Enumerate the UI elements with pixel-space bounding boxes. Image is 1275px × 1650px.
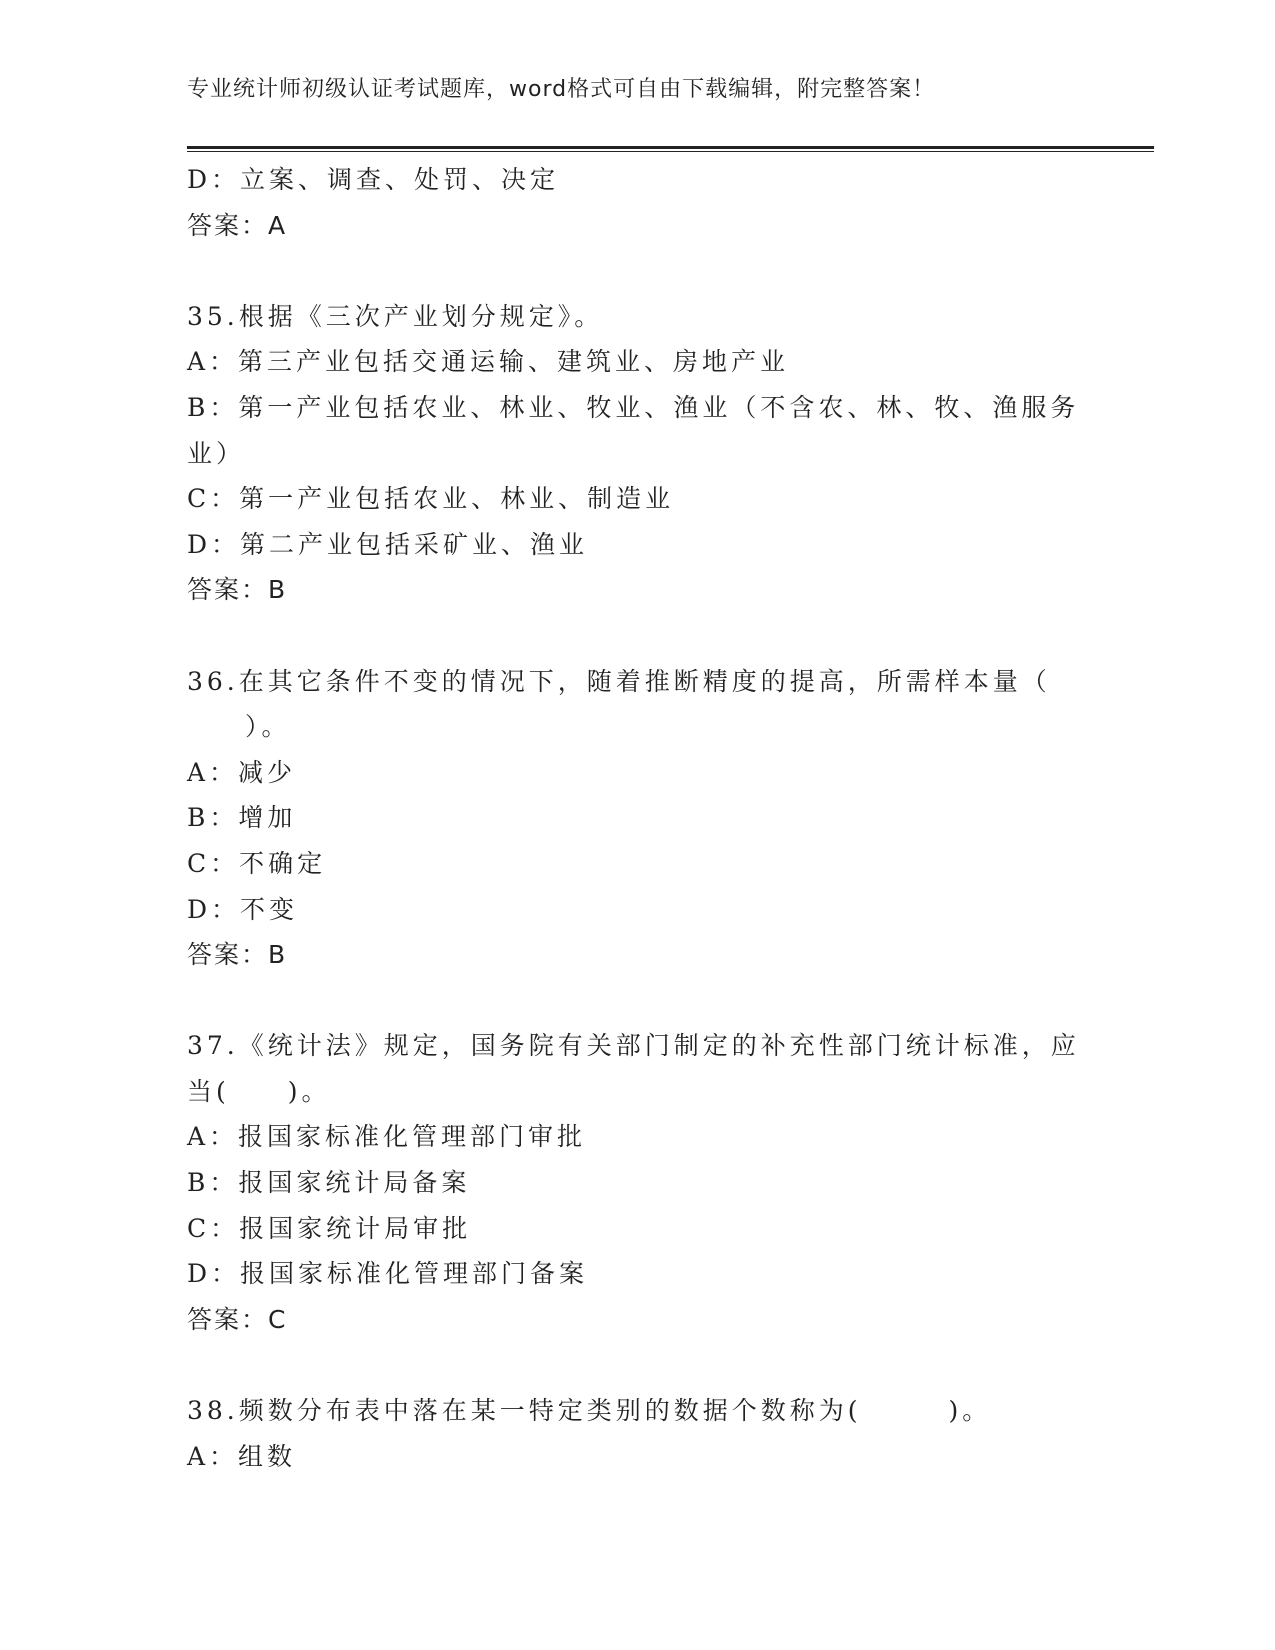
option-line: C：第一产业包括农业、林业、制造业 bbox=[187, 484, 675, 514]
header-rule-thick bbox=[187, 146, 1154, 149]
option-line: C：不确定 bbox=[187, 848, 327, 878]
answer-line: 答案：B bbox=[187, 940, 288, 970]
header-rule-thin bbox=[187, 151, 1154, 152]
option-line: B：增加 bbox=[187, 803, 297, 833]
option-line: C：报国家统计局审批 bbox=[187, 1213, 472, 1243]
option-line: A：报国家标准化管理部门审批 bbox=[187, 1122, 587, 1152]
question-stem: 37.《统计法》规定，国务院有关部门制定的补充性部门统计标准，应 bbox=[187, 1031, 1080, 1061]
spacer bbox=[187, 248, 1087, 294]
question-stem: ）。 bbox=[187, 712, 291, 742]
answer-line: 答案：A bbox=[187, 210, 288, 240]
question-stem: 35.根据《三次产业划分规定》。 bbox=[187, 301, 604, 331]
answer-line: 答案：C bbox=[187, 1304, 288, 1334]
option-line: A：减少 bbox=[187, 757, 297, 787]
question-stem: 38.频数分布表中落在某一特定类别的数据个数称为( )。 bbox=[187, 1396, 992, 1426]
option-line: D：报国家标准化管理部门备案 bbox=[187, 1259, 589, 1289]
option-line: D：立案、调查、处罚、决定 bbox=[187, 165, 560, 194]
option-line: D：不变 bbox=[187, 894, 299, 924]
question-content bbox=[187, 157, 1087, 1479]
question-stem: 当( )。 bbox=[187, 1076, 331, 1106]
option-line: 业） bbox=[187, 438, 246, 468]
question-36 bbox=[187, 659, 1087, 978]
option-line: B：第一产业包括农业、林业、牧业、渔业（不含农、林、牧、渔服务 bbox=[187, 392, 1080, 422]
question-37 bbox=[187, 1023, 1087, 1342]
option-line: A：组数 bbox=[187, 1441, 297, 1471]
answer-line: 答案：B bbox=[187, 575, 288, 605]
question-35 bbox=[187, 294, 1087, 613]
spacer bbox=[187, 978, 1087, 1024]
question-38 bbox=[187, 1388, 1087, 1479]
spacer bbox=[187, 1342, 1087, 1388]
question-stem: 36.在其它条件不变的情况下，随着推断精度的提高，所需样本量（ bbox=[187, 666, 1051, 696]
spacer bbox=[187, 613, 1087, 659]
option-line: B：报国家统计局备案 bbox=[187, 1168, 471, 1198]
page-header: 专业统计师初级认证考试题库，word格式可自由下载编辑，附完整答案！ bbox=[187, 77, 936, 102]
option-line: A：第三产业包括交通运输、建筑业、房地产业 bbox=[187, 347, 790, 377]
option-line: D：第二产业包括采矿业、渔业 bbox=[187, 529, 589, 559]
